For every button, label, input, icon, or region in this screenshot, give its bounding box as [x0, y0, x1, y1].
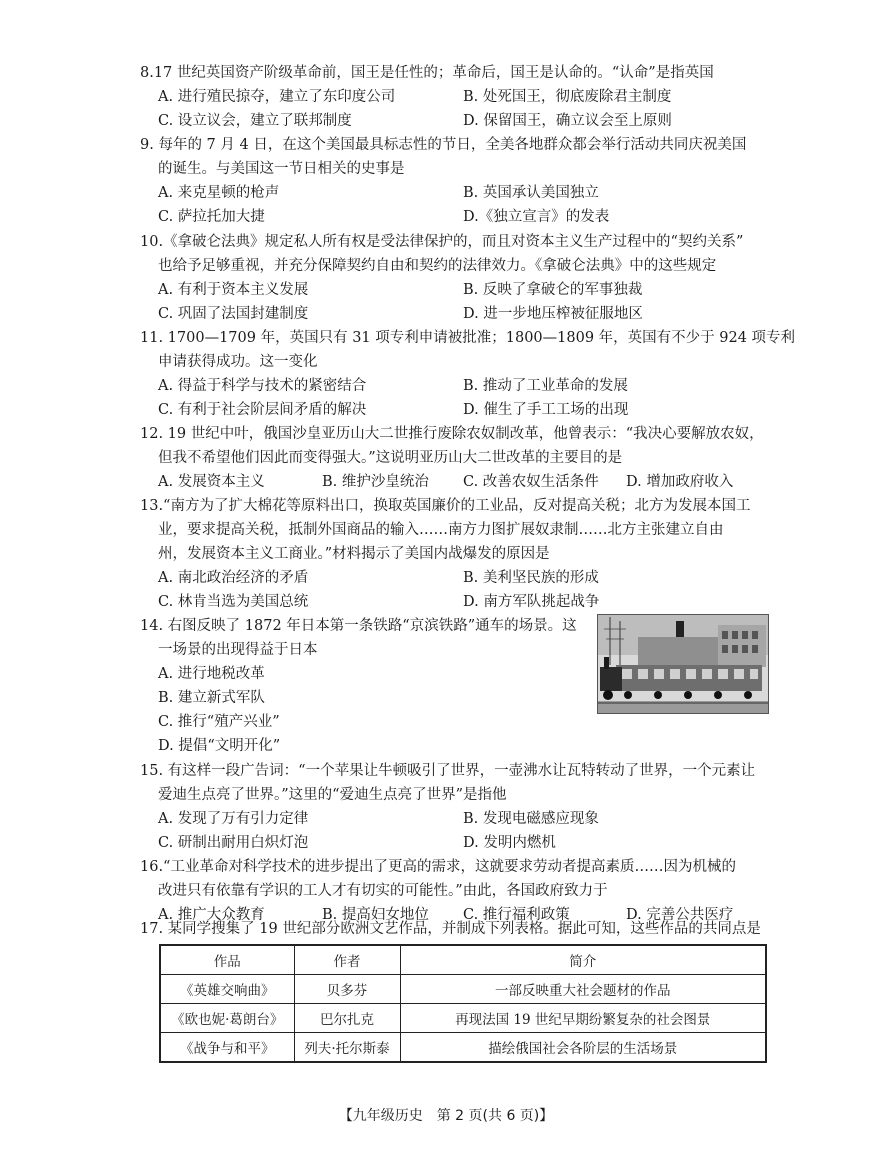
table-cell: 《战争与和平》 — [160, 1033, 294, 1063]
table-header: 作者 — [294, 945, 400, 975]
option-b: B. 美利坚民族的形成 — [463, 570, 599, 586]
question-stem: 15. 有这样一段广告词：“一个苹果让牛顿吸引了世界，一壶沸水让瓦特转动了世界，一个元素让 — [140, 763, 756, 779]
option-d: D. 南方军队挑起战争 — [463, 594, 600, 610]
option-a: A. 有利于资本主义发展 — [158, 282, 309, 298]
option-b: B. 发现电磁感应现象 — [463, 811, 599, 827]
option-b: B. 建立新式军队 — [158, 690, 265, 706]
option-b: B. 提高妇女地位 — [322, 907, 429, 923]
option-d: D. 发明内燃机 — [463, 835, 556, 851]
question-stem: 改进只有依靠有学识的工人才有切实的可能性。”由此，各国政府致力于 — [158, 883, 608, 899]
question-stem: 爱迪生点亮了世界。”这里的“爱迪生点亮了世界”是指他 — [158, 787, 507, 803]
table-cell: 描绘俄国社会各阶层的生活场景 — [400, 1033, 766, 1063]
option-a: A. 发展资本主义 — [158, 474, 265, 490]
question-stem: 10.《拿破仑法典》规定私人所有权是受法律保护的，而且对资本主义生产过程中的“契约关系” — [140, 234, 744, 250]
option-a: A. 来克星顿的枪声 — [158, 185, 280, 201]
question-stem: 州，发展资本主义工商业。”材料揭示了美国内战爆发的原因是 — [158, 546, 550, 562]
table-cell: 《欧也妮·葛朗台》 — [160, 1004, 294, 1033]
question-stem: 申请获得成功。这一变化 — [158, 354, 318, 370]
table-row — [160, 1033, 766, 1063]
option-c: C. 推行“殖产兴业” — [158, 714, 280, 730]
option-a: A. 进行地税改革 — [158, 666, 265, 682]
table-header: 作品 — [160, 945, 294, 975]
table-cell: 贝多芬 — [294, 975, 400, 1004]
option-a: A. 推广大众教育 — [158, 907, 265, 923]
table-cell: 再现法国 19 世纪早期纷繁复杂的社会图景 — [400, 1004, 766, 1033]
table-row — [160, 1004, 766, 1033]
option-c: C. 萨拉托加大捷 — [158, 209, 265, 225]
question-stem: 16.“工业革命对科学技术的进步提出了更高的需求，这就要求劳动者提高素质……因为机械的 — [140, 859, 736, 875]
table-cell: 一部反映重大社会题材的作品 — [400, 975, 766, 1004]
question-stem: 17. 某同学搜集了 19 世纪部分欧洲文艺作品，并制成下列表格。据此可知，这些作品的共同点是 — [140, 921, 761, 937]
question-stem: 11. 1700—1709 年，英国只有 31 项专利申请被批准；1800—1809 年，英国有不少于 924 项专利 — [140, 330, 796, 346]
option-c: C. 有利于社会阶层间矛盾的解决 — [158, 402, 367, 418]
option-a: A. 得益于科学与技术的紧密结合 — [158, 378, 367, 394]
option-d: D. 提倡“文明开化” — [158, 738, 281, 754]
option-b: B. 推动了工业革命的发展 — [463, 378, 628, 394]
option-d: D.《独立宣言》的发表 — [463, 209, 610, 225]
question-stem: 一场景的出现得益于日本 — [158, 642, 318, 658]
option-c: C. 林肯当选为美国总统 — [158, 594, 309, 610]
artworks-table — [159, 944, 767, 1063]
option-c: C. 研制出耐用白炽灯泡 — [158, 835, 309, 851]
option-d: D. 增加政府收入 — [626, 474, 734, 490]
option-b: B. 英国承认美国独立 — [463, 185, 599, 201]
option-d: D. 完善公共医疗 — [626, 907, 734, 923]
option-c: C. 推行福利政策 — [463, 907, 570, 923]
page-footer: 【九年级历史 第 2 页(共 6 页)】 — [338, 1108, 554, 1124]
option-c: C. 改善农奴生活条件 — [463, 474, 599, 490]
table-cell: 列夫·托尔斯泰 — [294, 1033, 400, 1063]
option-d: D. 催生了手工工场的出现 — [463, 402, 629, 418]
option-c: C. 巩固了法国封建制度 — [158, 306, 309, 322]
train-station-picture — [598, 615, 768, 713]
question-stem: 但我不希望他们因此而变得强大。”这说明亚历山大二世改革的主要目的是 — [158, 450, 623, 466]
option-a: A. 进行殖民掠夺，建立了东印度公司 — [158, 89, 396, 105]
question-stem: 的诞生。与美国这一节日相关的史事是 — [158, 161, 405, 177]
table-row — [160, 975, 766, 1004]
question-stem: 8.17 世纪英国资产阶级革命前，国王是任性的；革命后，国王是认命的。“认命”是指英国 — [140, 65, 714, 81]
question-stem: 13.“南方为了扩大棉花等原料出口，换取英国廉价的工业品，反对提高关税；北方为发展本国工 — [140, 498, 751, 514]
question-stem: 业，要求提高关税，抵制外国商品的输入……南方力图扩展奴隶制……北方主张建立自由 — [158, 522, 724, 538]
option-b: B. 反映了拿破仑的军事独裁 — [463, 282, 643, 298]
option-d: D. 进一步地压榨被征服地区 — [463, 306, 643, 322]
table-header: 简介 — [400, 945, 766, 975]
option-d: D. 保留国王，确立议会至上原则 — [463, 113, 672, 129]
table-cell: 《英雄交响曲》 — [160, 975, 294, 1004]
option-b: B. 处死国王，彻底废除君主制度 — [463, 89, 672, 105]
option-c: C. 设立议会，建立了联邦制度 — [158, 113, 352, 129]
question-stem: 14. 右图反映了 1872 年日本第一条铁路“京滨铁路”通车的场景。这 — [140, 618, 577, 634]
option-a: A. 发现了万有引力定律 — [158, 811, 309, 827]
table-cell: 巴尔扎克 — [294, 1004, 400, 1033]
question-stem: 也给予足够重视，并充分保障契约自由和契约的法律效力。《拿破仑法典》中的这些规定 — [158, 258, 717, 274]
option-a: A. 南北政治经济的矛盾 — [158, 570, 309, 586]
table-header-row — [160, 945, 766, 975]
question-stem: 9. 每年的 7 月 4 日，在这个美国最具标志性的节日，全美各地群众都会举行活动共同庆祝美国 — [140, 137, 747, 153]
railway-illustration — [597, 614, 769, 714]
option-b: B. 维护沙皇统治 — [322, 474, 429, 490]
question-stem: 12. 19 世纪中叶，俄国沙皇亚历山大二世推行废除农奴制改革，他曾表示：“我决心要解放农奴， — [140, 426, 764, 442]
